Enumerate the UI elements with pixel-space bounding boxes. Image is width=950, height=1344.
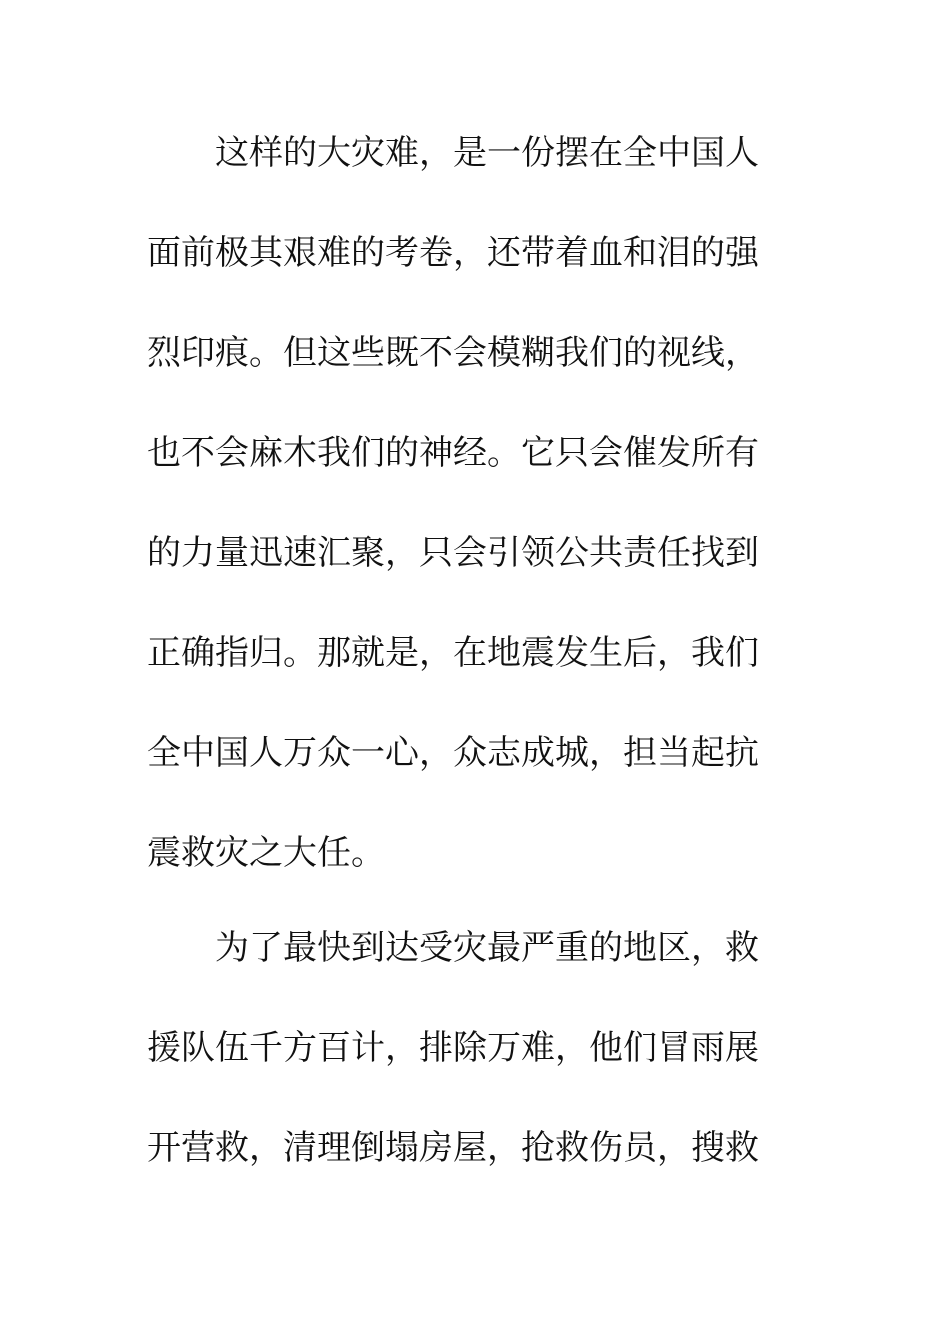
paragraph-1-line-5: 的力量迅速汇聚，只会引领公共责任找到 (147, 533, 759, 573)
paragraph-2-line-1: 为了最快到达受灾最严重的地区，救 (215, 928, 759, 968)
paragraph-2-line-3: 开营救，清理倒塌房屋，抢救伤员，搜救 (147, 1128, 759, 1168)
paragraph-1-line-4: 也不会麻木我们的神经。它只会催发所有 (147, 433, 759, 473)
paragraph-1-line-7: 全中国人万众一心，众志成城，担当起抗 (147, 733, 759, 773)
paragraph-1-line-6: 正确指归。那就是，在地震发生后，我们 (147, 633, 759, 673)
paragraph-1-line-2: 面前极其艰难的考卷，还带着血和泪的强 (147, 233, 759, 273)
paragraph-1-line-8: 震救灾之大任。 (147, 833, 385, 873)
paragraph-2-line-2: 援队伍千方百计，排除万难，他们冒雨展 (147, 1028, 759, 1068)
paragraph-1-line-3: 烈印痕。但这些既不会模糊我们的视线， (147, 333, 759, 373)
paragraph-1-line-1: 这样的大灾难，是一份摆在全中国人 (215, 133, 759, 173)
